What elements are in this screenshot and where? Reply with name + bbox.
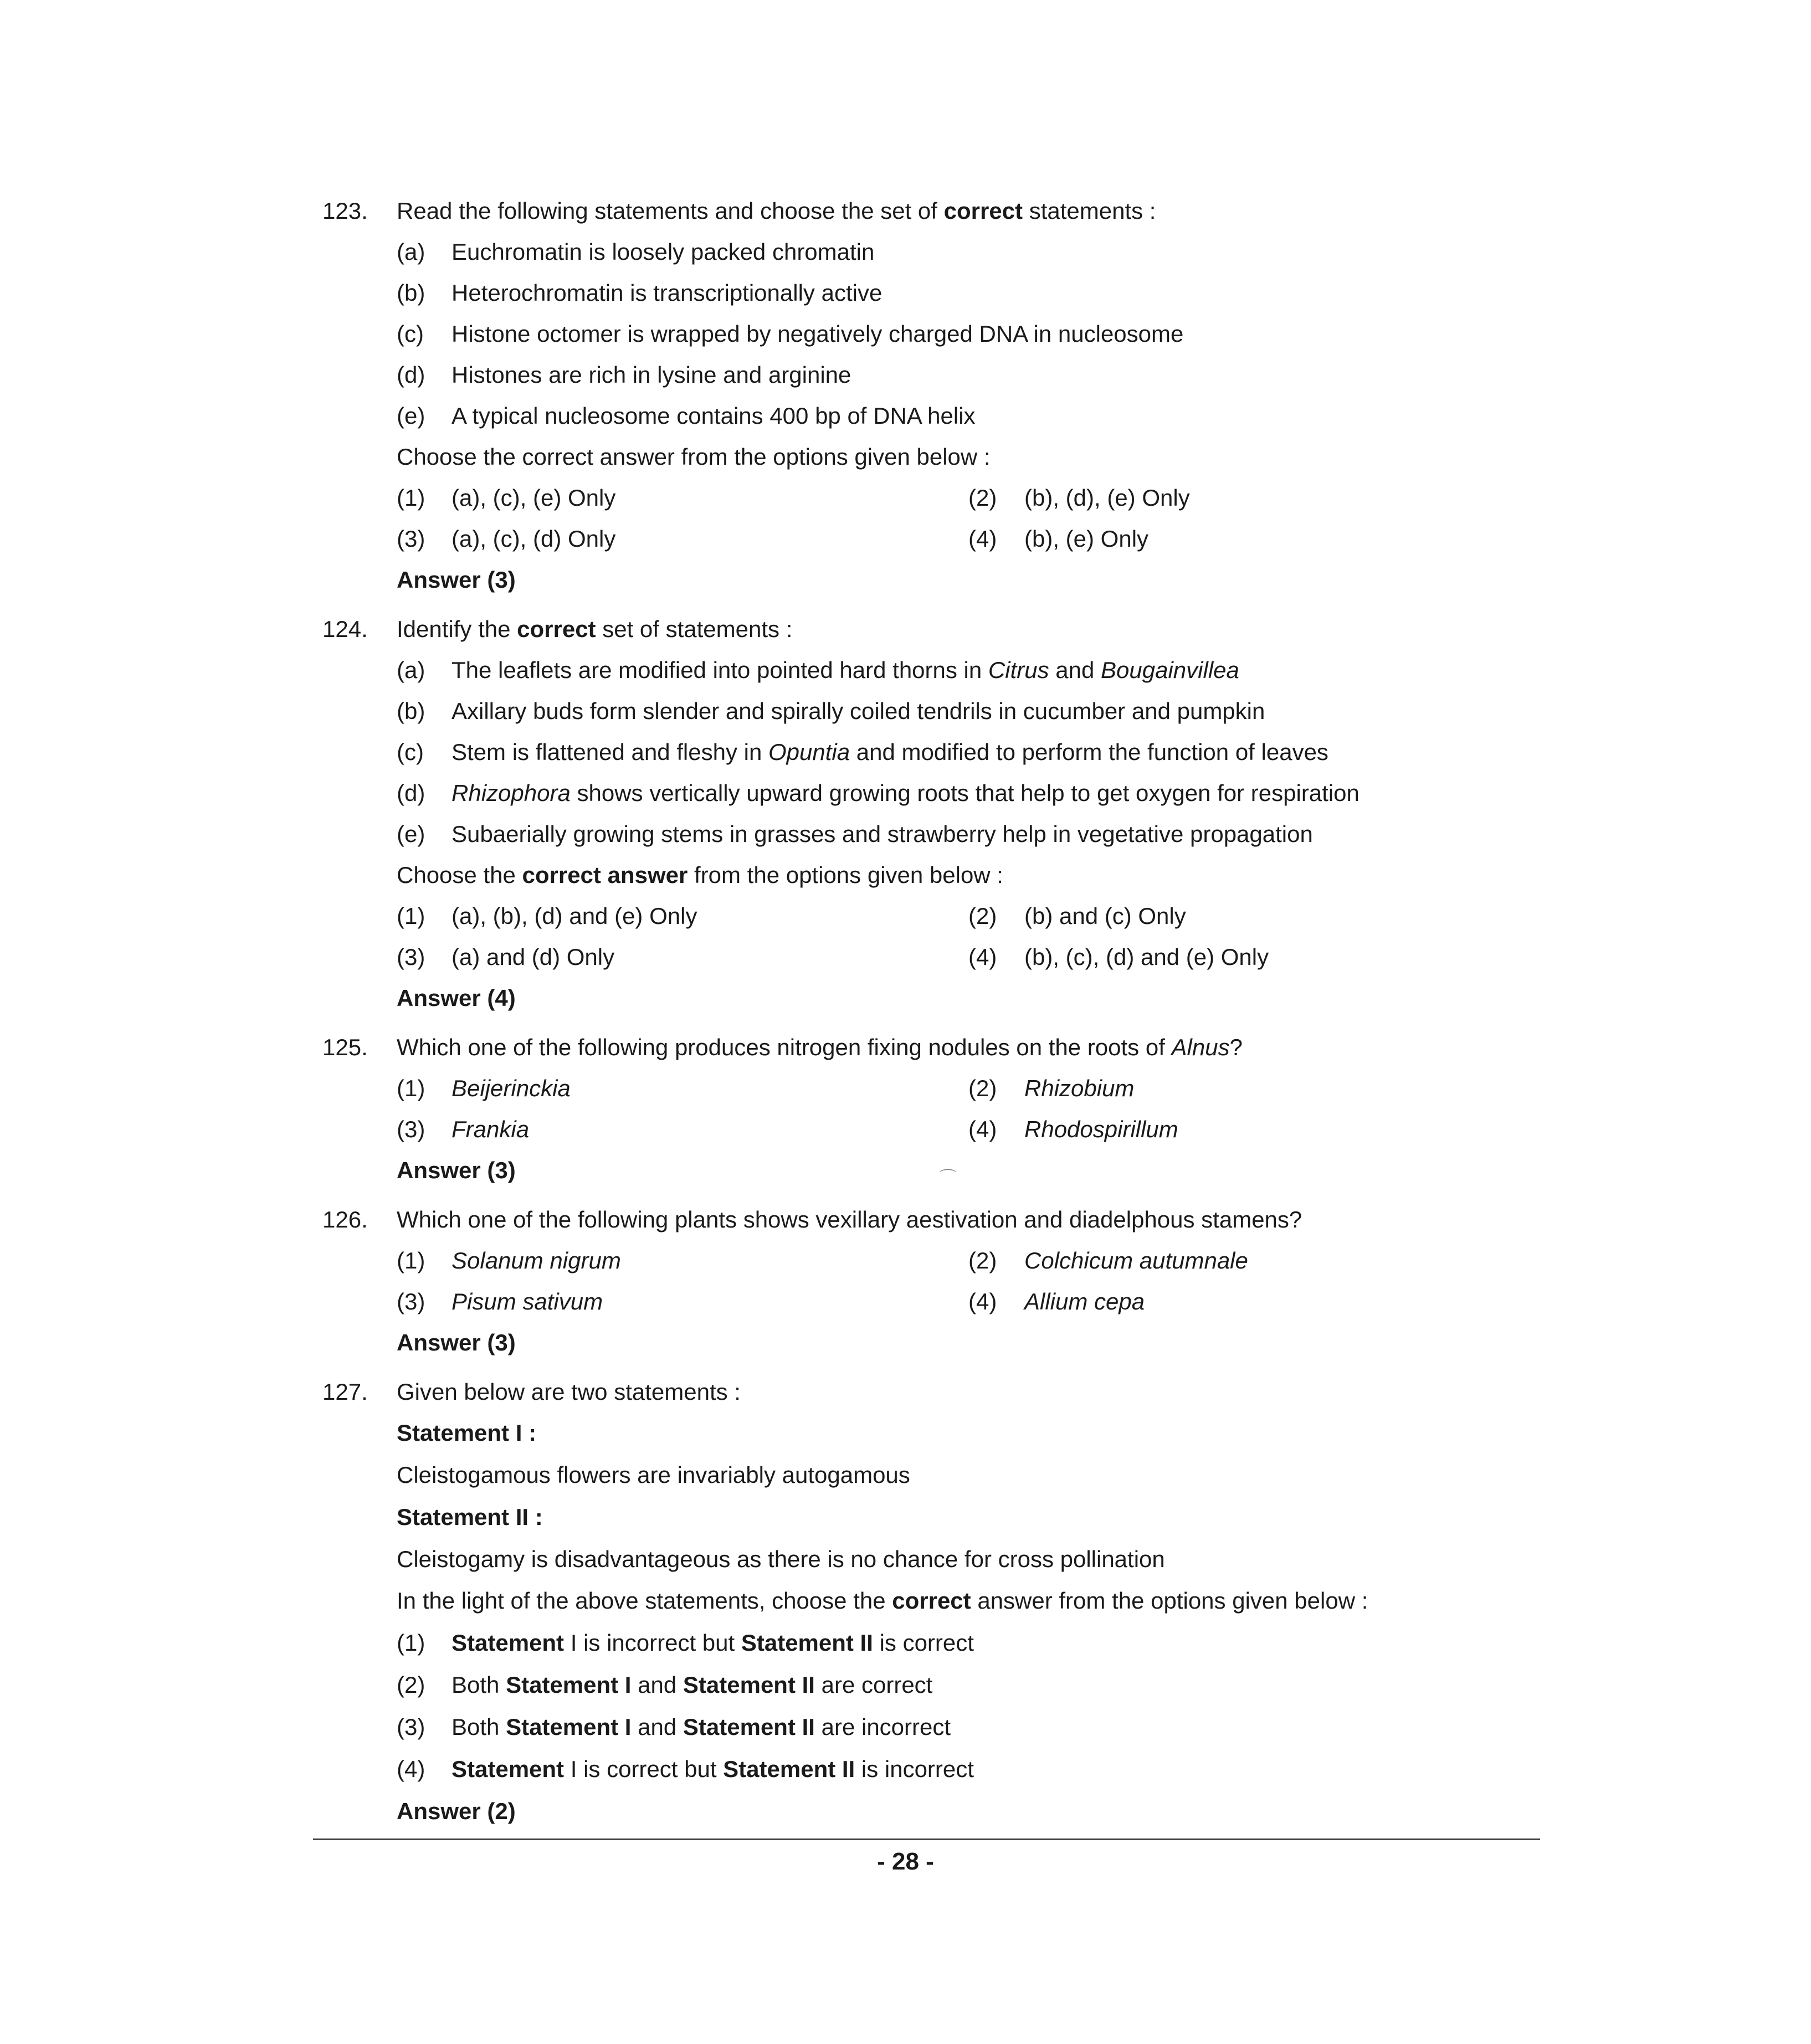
statement-text: Euchromatin is loosely packed chromatin bbox=[452, 239, 875, 265]
question-stem: Identify the correct set of statements : bbox=[397, 616, 793, 642]
option-text: (b), (e) Only bbox=[1024, 526, 1149, 552]
statement-text: Histone octomer is wrapped by negatively charged DNA in nucleosome bbox=[452, 321, 1184, 347]
option-label: (2) bbox=[968, 485, 997, 511]
scan-mark: ⌒ bbox=[940, 1169, 956, 1187]
option-text: Rhizobium bbox=[1024, 1075, 1135, 1101]
option-label: (3) bbox=[397, 944, 425, 970]
statement-label: (d) bbox=[397, 780, 425, 806]
statement-label: (c) bbox=[397, 321, 424, 347]
option-label: (1) bbox=[397, 1075, 425, 1101]
question-number: 125. bbox=[322, 1034, 368, 1060]
option-label: (2) bbox=[397, 1672, 425, 1698]
option-text: (b), (d), (e) Only bbox=[1024, 485, 1190, 511]
statement-label: (a) bbox=[397, 239, 425, 265]
question-stem: Given below are two statements : bbox=[397, 1379, 741, 1405]
statement-heading: Statement II : bbox=[397, 1504, 543, 1530]
statement-label: (b) bbox=[397, 280, 425, 306]
option-label: (1) bbox=[397, 1247, 425, 1273]
statement-heading: Statement I : bbox=[397, 1420, 537, 1446]
option-label: (4) bbox=[968, 1116, 997, 1142]
option-label: (3) bbox=[397, 1288, 425, 1314]
page-number: - 28 - bbox=[877, 1848, 934, 1875]
question-number: 126. bbox=[322, 1206, 368, 1232]
option-label: (4) bbox=[968, 1288, 997, 1314]
question-number: 124. bbox=[322, 616, 368, 642]
option-text: Beijerinckia bbox=[452, 1075, 571, 1101]
statement-text: Rhizophora shows vertically upward growing roots that help to get oxygen for respiration bbox=[452, 780, 1359, 806]
option-label: (1) bbox=[397, 903, 425, 929]
option-label: (1) bbox=[397, 485, 425, 511]
statement-text: Histones are rich in lysine and arginine bbox=[452, 362, 851, 388]
option-text: Both Statement I and Statement II are correct bbox=[452, 1672, 933, 1698]
statement-text: Subaerially growing stems in grasses and strawberry help in vegetative propagation bbox=[452, 821, 1313, 847]
option-text: Colchicum autumnale bbox=[1024, 1247, 1248, 1273]
option-label: (2) bbox=[968, 1075, 997, 1101]
answer-line: Answer (4) bbox=[397, 985, 516, 1011]
option-text: (a) and (d) Only bbox=[452, 944, 615, 970]
statement-text: Heterochromatin is transcriptionally active bbox=[452, 280, 883, 306]
option-text: (b), (c), (d) and (e) Only bbox=[1024, 944, 1269, 970]
statement-label: (d) bbox=[397, 362, 425, 388]
statement-text: The leaflets are modified into pointed hard thorns in Citrus and Bougainvillea bbox=[452, 657, 1239, 683]
question-number: 123. bbox=[322, 198, 368, 224]
option-text: Statement I is incorrect but Statement II is correct bbox=[452, 1630, 974, 1656]
option-text: Statement I is correct but Statement II is incorrect bbox=[452, 1756, 974, 1782]
option-text: (a), (b), (d) and (e) Only bbox=[452, 903, 697, 929]
option-text: Frankia bbox=[452, 1116, 530, 1142]
option-label: (3) bbox=[397, 1714, 425, 1740]
option-label: (3) bbox=[397, 1116, 425, 1142]
option-text: Pisum sativum bbox=[452, 1288, 603, 1314]
option-text: Rhodospirillum bbox=[1024, 1116, 1178, 1142]
question-number: 127. bbox=[322, 1379, 368, 1405]
option-label: (2) bbox=[968, 903, 997, 929]
footer-rule bbox=[313, 1838, 1540, 1840]
options-prompt: In the light of the above statements, choose the correct answer from the options given below : bbox=[397, 1588, 1368, 1614]
option-text: Both Statement I and Statement II are incorrect bbox=[452, 1714, 951, 1740]
option-label: (4) bbox=[968, 944, 997, 970]
statement-label: (b) bbox=[397, 698, 425, 724]
answer-line: Answer (3) bbox=[397, 1329, 516, 1355]
answer-line: Answer (2) bbox=[397, 1798, 516, 1824]
option-label: (3) bbox=[397, 526, 425, 552]
statement-label: (e) bbox=[397, 821, 425, 847]
option-text: Solanum nigrum bbox=[452, 1247, 621, 1273]
statement-label: (e) bbox=[397, 403, 425, 429]
question-stem: Read the following statements and choose the set of correct statements : bbox=[397, 198, 1156, 224]
statement-text: Cleistogamous flowers are invariably autogamous bbox=[397, 1462, 910, 1488]
option-label: (4) bbox=[968, 526, 997, 552]
option-label: (1) bbox=[397, 1630, 425, 1656]
option-text: (a), (c), (e) Only bbox=[452, 485, 616, 511]
statement-text: A typical nucleosome contains 400 bp of DNA helix bbox=[452, 403, 976, 429]
options-prompt: Choose the correct answer from the options given below : bbox=[397, 444, 991, 470]
option-label: (2) bbox=[968, 1247, 997, 1273]
statement-text: Axillary buds form slender and spirally coiled tendrils in cucumber and pumpkin bbox=[452, 698, 1265, 724]
statement-label: (a) bbox=[397, 657, 425, 683]
option-text: (a), (c), (d) Only bbox=[452, 526, 616, 552]
statement-text: Stem is flattened and fleshy in Opuntia and modified to perform the function of leaves bbox=[452, 739, 1328, 765]
option-text: Allium cepa bbox=[1024, 1288, 1145, 1314]
question-stem: Which one of the following produces nitrogen fixing nodules on the roots of Alnus? bbox=[397, 1034, 1243, 1060]
answer-line: Answer (3) bbox=[397, 1157, 516, 1183]
option-label: (4) bbox=[397, 1756, 425, 1782]
options-prompt: Choose the correct answer from the options given below : bbox=[397, 862, 1003, 888]
statement-text: Cleistogamy is disadvantageous as there is no chance for cross pollination bbox=[397, 1546, 1165, 1572]
answer-line: Answer (3) bbox=[397, 567, 516, 593]
question-stem: Which one of the following plants shows vexillary aestivation and diadelphous stamens? bbox=[397, 1206, 1302, 1232]
option-text: (b) and (c) Only bbox=[1024, 903, 1186, 929]
statement-label: (c) bbox=[397, 739, 424, 765]
